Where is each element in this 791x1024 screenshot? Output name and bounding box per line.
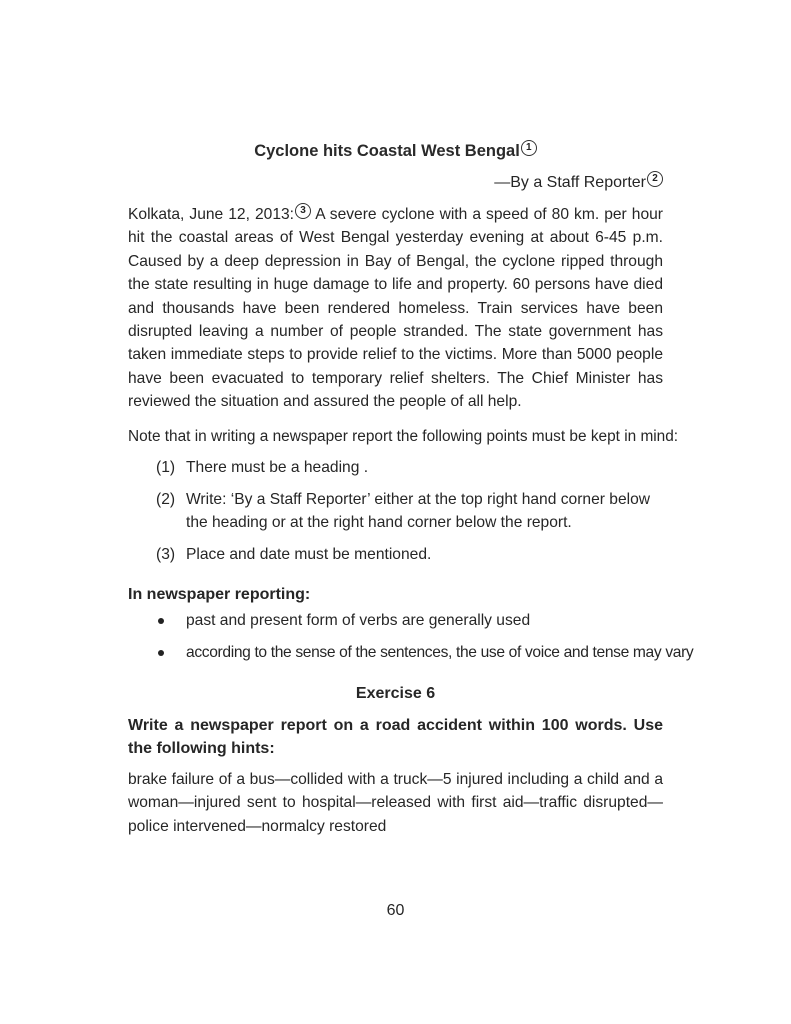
exercise-task: Write a newspaper report on a road accident within 100 words. Use the following hints: xyxy=(128,717,663,757)
reporting-bullets xyxy=(156,610,694,674)
dateline: Kolkata, June 12, 2013: xyxy=(128,206,295,223)
report-body xyxy=(128,203,663,414)
list-item xyxy=(156,642,694,664)
report-title-text: Cyclone hits Coastal West Bengal xyxy=(254,142,520,160)
marker-2-icon: 2 xyxy=(647,171,663,187)
exercise-heading: Exercise 6 xyxy=(355,685,436,702)
bullet-icon xyxy=(158,650,164,656)
list-item xyxy=(156,488,663,535)
page-number: 60 xyxy=(386,902,405,919)
marker-3-icon: 3 xyxy=(295,203,311,219)
exercise-hints: brake failure of a bus—collided with a truck—5 injured including a child and a woman—injured sent to hospital—released with first aid—traffic disrupted—police intervened—normalcy restored xyxy=(128,771,663,835)
marker-1-icon: 1 xyxy=(521,140,537,156)
point-number: (1) xyxy=(156,459,176,476)
list-item xyxy=(156,610,666,632)
report-text: A severe cyclone with a speed of 80 km. per hour hit the coastal areas of West Bengal yesterday evening at about 6-45 p.m. Caused by a deep depression in Bay of Bengal, the cyclone ripped through the state resulting in huge damage to life and property. 60 persons have died and thousands have been rendered homeless. Train services have been disrupted leaving a number of people stranded. The state government has taken immediate steps to provide relief to the victims. More than 5000 people have been evacuated to temporary relief shelters. The Chief Minister has reviewed the situation and assured the people of all help. xyxy=(128,206,664,411)
point-text: Write: ‘By a Staff Reporter’ either at the top right hand corner below the heading or at the right hand corner below the report. xyxy=(186,490,651,531)
note-points-list xyxy=(156,456,663,574)
point-text: There must be a heading . xyxy=(186,459,369,476)
list-item xyxy=(156,543,663,567)
report-title xyxy=(128,140,663,162)
byline xyxy=(494,171,663,194)
reporting-heading: In newspaper reporting: xyxy=(128,586,311,603)
point-number: (3) xyxy=(156,545,176,563)
point-text: Place and date must be mentioned. xyxy=(186,545,432,563)
bullet-icon xyxy=(158,618,164,624)
byline-text: —By a Staff Reporter xyxy=(494,174,646,191)
note-intro: Note that in writing a newspaper report the following points must be kept in mind: xyxy=(128,428,679,445)
point-number: (2) xyxy=(156,490,176,508)
bullet-text: past and present form of verbs are generally used xyxy=(186,612,531,629)
list-item xyxy=(156,456,663,480)
bullet-text: according to the sense of the sentences, the use of voice and tense may vary xyxy=(186,644,694,661)
